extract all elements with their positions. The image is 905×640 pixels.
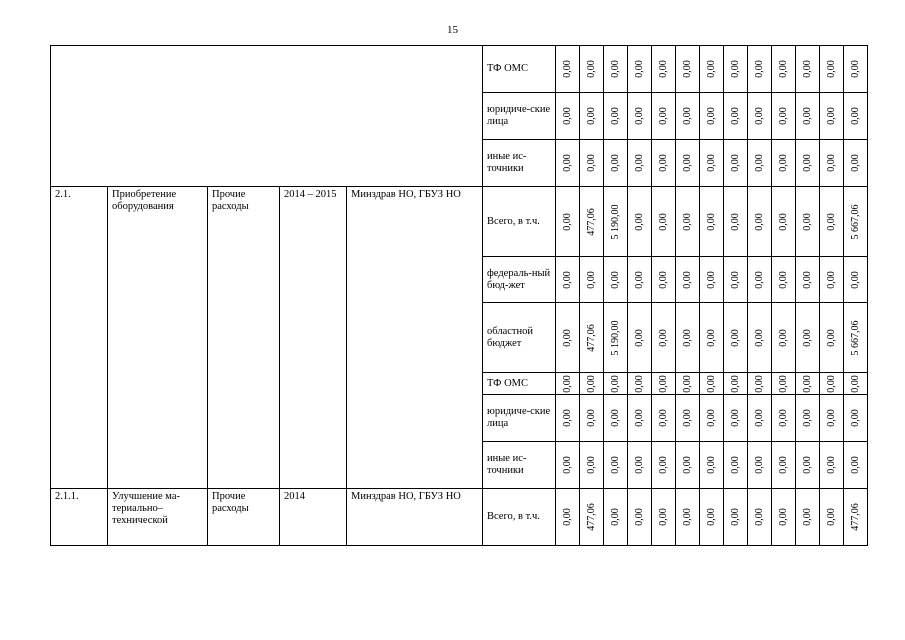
value-cell bbox=[748, 46, 772, 93]
value-text: 0,00 bbox=[705, 409, 717, 427]
expense-category: Прочие расходы bbox=[208, 187, 280, 489]
value-cell bbox=[844, 187, 868, 257]
value-text: 0,00 bbox=[729, 60, 741, 78]
value-text: 0,00 bbox=[561, 60, 573, 78]
value-text: 0,00 bbox=[561, 328, 573, 347]
period: 2014 – 2015 bbox=[280, 187, 347, 489]
value-cell bbox=[820, 140, 844, 187]
value-text: 0,00 bbox=[705, 374, 717, 393]
value-text: 0,00 bbox=[753, 409, 765, 427]
value-text: 0,00 bbox=[657, 270, 669, 289]
value-text: 0,00 bbox=[753, 328, 765, 347]
value-cell bbox=[556, 373, 580, 395]
value-cell bbox=[748, 140, 772, 187]
value-cell bbox=[676, 93, 700, 140]
value-cell bbox=[580, 395, 604, 442]
value-cell bbox=[748, 442, 772, 489]
value-text: 0,00 bbox=[777, 270, 789, 289]
value-text: 0,00 bbox=[777, 60, 789, 78]
value-text: 0,00 bbox=[729, 409, 741, 427]
executor: Минздрав НО, ГБУЗ НО bbox=[347, 187, 483, 489]
value-text: 0,00 bbox=[657, 508, 669, 526]
value-cell bbox=[724, 140, 748, 187]
value-cell bbox=[628, 373, 652, 395]
value-text: 0,00 bbox=[753, 508, 765, 526]
value-text: 0,00 bbox=[657, 212, 669, 231]
value-text: 0,00 bbox=[801, 409, 813, 427]
value-cell bbox=[652, 187, 676, 257]
value-text: 0,00 bbox=[705, 328, 717, 347]
value-cell bbox=[580, 303, 604, 373]
value-text: 0,00 bbox=[705, 456, 717, 474]
value-text: 0,00 bbox=[753, 374, 765, 393]
value-text: 0,00 bbox=[825, 508, 837, 526]
value-cell bbox=[820, 46, 844, 93]
value-text: 0,00 bbox=[681, 270, 693, 289]
value-cell bbox=[676, 395, 700, 442]
value-text: 0,00 bbox=[729, 270, 741, 289]
value-cell bbox=[772, 442, 796, 489]
value-text: 0,00 bbox=[585, 409, 597, 427]
value-text: 0,00 bbox=[705, 270, 717, 289]
value-text: 0,00 bbox=[657, 60, 669, 78]
value-text: 0,00 bbox=[801, 154, 813, 172]
value-cell bbox=[772, 140, 796, 187]
expense-category: Прочие расходы bbox=[208, 489, 280, 546]
value-cell bbox=[700, 46, 724, 93]
value-cell bbox=[844, 442, 868, 489]
value-cell bbox=[556, 93, 580, 140]
value-text: 0,00 bbox=[729, 107, 741, 125]
value-cell bbox=[724, 303, 748, 373]
table-row bbox=[51, 489, 868, 546]
value-cell bbox=[652, 46, 676, 93]
value-cell bbox=[844, 303, 868, 373]
value-text: 0,00 bbox=[657, 456, 669, 474]
value-text: 0,00 bbox=[633, 409, 645, 427]
value-text: 0,00 bbox=[609, 374, 621, 393]
value-text: 0,00 bbox=[633, 154, 645, 172]
value-text: 0,00 bbox=[609, 154, 621, 172]
value-cell bbox=[796, 93, 820, 140]
value-text: 0,00 bbox=[849, 60, 861, 78]
value-text: 0,00 bbox=[801, 456, 813, 474]
value-cell bbox=[604, 187, 628, 257]
value-cell bbox=[556, 46, 580, 93]
value-text: 0,00 bbox=[561, 508, 573, 526]
value-text: 0,00 bbox=[777, 374, 789, 393]
value-cell bbox=[772, 187, 796, 257]
value-cell bbox=[580, 442, 604, 489]
period: 2014 bbox=[280, 489, 347, 546]
value-cell bbox=[580, 257, 604, 303]
value-cell bbox=[604, 373, 628, 395]
value-text: 0,00 bbox=[657, 409, 669, 427]
value-cell bbox=[772, 303, 796, 373]
value-text: 0,00 bbox=[825, 328, 837, 347]
value-cell bbox=[748, 303, 772, 373]
value-text: 0,00 bbox=[609, 409, 621, 427]
value-cell bbox=[820, 395, 844, 442]
value-cell bbox=[772, 395, 796, 442]
value-text: 0,00 bbox=[753, 270, 765, 289]
page-number: 15 bbox=[447, 24, 458, 36]
value-text: 0,00 bbox=[609, 107, 621, 125]
funding-source: иные ис-точники bbox=[483, 140, 556, 187]
value-cell bbox=[772, 46, 796, 93]
value-cell bbox=[724, 187, 748, 257]
value-cell bbox=[676, 257, 700, 303]
value-text: 0,00 bbox=[849, 270, 861, 289]
value-text: 0,00 bbox=[633, 60, 645, 78]
value-cell bbox=[628, 93, 652, 140]
value-text: 477,06 bbox=[585, 207, 597, 236]
value-text: 0,00 bbox=[849, 154, 861, 172]
item-number: 2.1.1. bbox=[51, 489, 108, 546]
value-text: 0,00 bbox=[777, 328, 789, 347]
value-cell bbox=[796, 303, 820, 373]
value-cell bbox=[652, 257, 676, 303]
value-text: 0,00 bbox=[801, 328, 813, 347]
funding-source: Всего, в т.ч. bbox=[483, 489, 556, 546]
value-cell bbox=[676, 140, 700, 187]
value-cell bbox=[628, 303, 652, 373]
value-cell bbox=[676, 442, 700, 489]
value-text: 0,00 bbox=[609, 270, 621, 289]
value-cell bbox=[556, 303, 580, 373]
value-text: 5 667,06 bbox=[849, 204, 861, 239]
value-text: 477,06 bbox=[849, 503, 861, 531]
value-cell bbox=[604, 489, 628, 546]
value-cell bbox=[676, 373, 700, 395]
value-text: 0,00 bbox=[729, 154, 741, 172]
value-cell bbox=[628, 257, 652, 303]
funding-source: федераль-ный бюд-жет bbox=[483, 257, 556, 303]
value-text: 0,00 bbox=[585, 60, 597, 78]
funding-source: юридиче-ские лица bbox=[483, 395, 556, 442]
value-text: 0,00 bbox=[561, 456, 573, 474]
value-text: 477,06 bbox=[585, 503, 597, 531]
funding-source: ТФ ОМС bbox=[483, 373, 556, 395]
value-cell bbox=[820, 257, 844, 303]
value-cell bbox=[748, 93, 772, 140]
value-cell bbox=[700, 93, 724, 140]
funding-source: юридиче-ские лица bbox=[483, 93, 556, 140]
value-cell bbox=[676, 46, 700, 93]
value-cell bbox=[628, 140, 652, 187]
value-cell bbox=[844, 93, 868, 140]
value-text: 0,00 bbox=[729, 508, 741, 526]
value-cell bbox=[628, 46, 652, 93]
value-text: 0,00 bbox=[561, 107, 573, 125]
value-text: 0,00 bbox=[729, 328, 741, 347]
item-number: 2.1. bbox=[51, 187, 108, 489]
value-text: 0,00 bbox=[585, 456, 597, 474]
value-cell bbox=[700, 257, 724, 303]
value-text: 0,00 bbox=[777, 212, 789, 231]
value-text: 0,00 bbox=[681, 374, 693, 393]
value-text: 0,00 bbox=[777, 409, 789, 427]
value-text: 0,00 bbox=[561, 270, 573, 289]
value-text: 0,00 bbox=[825, 270, 837, 289]
value-text: 0,00 bbox=[825, 374, 837, 393]
value-text: 0,00 bbox=[561, 212, 573, 231]
value-text: 0,00 bbox=[705, 60, 717, 78]
value-text: 0,00 bbox=[657, 107, 669, 125]
value-text: 5 667,06 bbox=[849, 320, 861, 355]
value-cell bbox=[676, 489, 700, 546]
value-cell bbox=[700, 303, 724, 373]
value-cell bbox=[604, 140, 628, 187]
value-cell bbox=[796, 46, 820, 93]
value-cell bbox=[844, 373, 868, 395]
value-text: 0,00 bbox=[633, 508, 645, 526]
value-cell bbox=[772, 373, 796, 395]
value-text: 0,00 bbox=[777, 456, 789, 474]
value-text: 0,00 bbox=[753, 60, 765, 78]
value-cell bbox=[820, 93, 844, 140]
value-cell bbox=[604, 303, 628, 373]
value-cell bbox=[796, 395, 820, 442]
value-cell bbox=[628, 442, 652, 489]
value-cell bbox=[676, 303, 700, 373]
funding-source: иные ис-точники bbox=[483, 442, 556, 489]
value-cell bbox=[724, 373, 748, 395]
value-cell bbox=[844, 140, 868, 187]
value-text: 0,00 bbox=[753, 107, 765, 125]
value-cell bbox=[556, 395, 580, 442]
executor: Минздрав НО, ГБУЗ НО bbox=[347, 489, 483, 546]
value-cell bbox=[772, 489, 796, 546]
value-cell bbox=[580, 46, 604, 93]
value-text: 0,00 bbox=[561, 154, 573, 172]
value-text: 0,00 bbox=[777, 107, 789, 125]
value-text: 0,00 bbox=[729, 212, 741, 231]
value-text: 0,00 bbox=[825, 456, 837, 474]
value-text: 0,00 bbox=[633, 107, 645, 125]
value-cell bbox=[724, 93, 748, 140]
value-cell bbox=[820, 373, 844, 395]
value-text: 0,00 bbox=[753, 456, 765, 474]
value-cell bbox=[556, 489, 580, 546]
value-cell bbox=[796, 489, 820, 546]
value-text: 0,00 bbox=[633, 374, 645, 393]
item-name: Улучшение ма-териально–технической bbox=[108, 489, 208, 546]
value-cell bbox=[700, 140, 724, 187]
value-cell bbox=[700, 442, 724, 489]
funding-source: Всего, в т.ч. bbox=[483, 187, 556, 257]
value-cell bbox=[580, 373, 604, 395]
value-cell bbox=[820, 303, 844, 373]
value-text: 477,06 bbox=[585, 323, 597, 352]
value-text: 0,00 bbox=[849, 409, 861, 427]
value-cell bbox=[772, 93, 796, 140]
value-text: 0,00 bbox=[705, 107, 717, 125]
value-text: 0,00 bbox=[633, 212, 645, 231]
value-cell bbox=[652, 489, 676, 546]
value-cell bbox=[604, 442, 628, 489]
value-text: 0,00 bbox=[705, 212, 717, 231]
value-text: 0,00 bbox=[657, 328, 669, 347]
value-text: 0,00 bbox=[561, 374, 573, 393]
value-cell bbox=[724, 257, 748, 303]
value-text: 0,00 bbox=[825, 409, 837, 427]
value-cell bbox=[556, 187, 580, 257]
value-cell bbox=[796, 140, 820, 187]
value-cell bbox=[772, 257, 796, 303]
value-cell bbox=[676, 187, 700, 257]
value-text: 0,00 bbox=[825, 60, 837, 78]
value-text: 0,00 bbox=[633, 328, 645, 347]
value-text: 0,00 bbox=[681, 154, 693, 172]
table-row bbox=[51, 46, 868, 93]
value-text: 0,00 bbox=[681, 212, 693, 231]
value-cell bbox=[700, 187, 724, 257]
value-cell bbox=[628, 489, 652, 546]
value-cell bbox=[748, 489, 772, 546]
value-text: 5 190,00 bbox=[609, 204, 621, 239]
value-text: 0,00 bbox=[585, 154, 597, 172]
value-text: 0,00 bbox=[681, 107, 693, 125]
value-cell bbox=[820, 489, 844, 546]
item-name: Приобретение оборудования bbox=[108, 187, 208, 489]
value-cell bbox=[724, 46, 748, 93]
value-cell bbox=[580, 489, 604, 546]
value-cell bbox=[700, 489, 724, 546]
continued-group-cell bbox=[51, 46, 483, 187]
value-cell bbox=[844, 46, 868, 93]
value-text: 0,00 bbox=[825, 107, 837, 125]
value-text: 0,00 bbox=[777, 508, 789, 526]
value-cell bbox=[796, 373, 820, 395]
value-cell bbox=[748, 395, 772, 442]
value-text: 0,00 bbox=[609, 456, 621, 474]
value-text: 0,00 bbox=[849, 456, 861, 474]
value-text: 0,00 bbox=[801, 60, 813, 78]
value-cell bbox=[628, 187, 652, 257]
value-cell bbox=[700, 395, 724, 442]
value-text: 0,00 bbox=[753, 154, 765, 172]
value-cell bbox=[556, 140, 580, 187]
value-cell bbox=[796, 442, 820, 489]
value-text: 0,00 bbox=[825, 154, 837, 172]
value-text: 0,00 bbox=[681, 508, 693, 526]
value-text: 0,00 bbox=[801, 374, 813, 393]
value-cell bbox=[820, 442, 844, 489]
value-cell bbox=[604, 257, 628, 303]
funding-source: ТФ ОМС bbox=[483, 46, 556, 93]
value-cell bbox=[628, 395, 652, 442]
value-cell bbox=[652, 140, 676, 187]
value-cell bbox=[748, 257, 772, 303]
value-cell bbox=[556, 257, 580, 303]
value-text: 0,00 bbox=[633, 456, 645, 474]
budget-table bbox=[50, 45, 868, 546]
value-text: 0,00 bbox=[609, 508, 621, 526]
value-text: 0,00 bbox=[585, 270, 597, 289]
value-cell bbox=[604, 46, 628, 93]
value-cell bbox=[844, 489, 868, 546]
value-cell bbox=[652, 303, 676, 373]
value-cell bbox=[652, 373, 676, 395]
value-text: 0,00 bbox=[753, 212, 765, 231]
value-cell bbox=[580, 187, 604, 257]
value-cell bbox=[724, 442, 748, 489]
value-text: 0,00 bbox=[609, 60, 621, 78]
value-cell bbox=[796, 257, 820, 303]
value-text: 0,00 bbox=[801, 270, 813, 289]
value-cell bbox=[748, 373, 772, 395]
value-cell bbox=[844, 257, 868, 303]
value-text: 5 190,00 bbox=[609, 320, 621, 355]
value-cell bbox=[652, 395, 676, 442]
value-text: 0,00 bbox=[681, 456, 693, 474]
value-cell bbox=[724, 395, 748, 442]
value-text: 0,00 bbox=[657, 154, 669, 172]
value-cell bbox=[580, 140, 604, 187]
value-text: 0,00 bbox=[705, 154, 717, 172]
value-cell bbox=[604, 93, 628, 140]
value-cell bbox=[796, 187, 820, 257]
value-text: 0,00 bbox=[849, 374, 861, 393]
value-text: 0,00 bbox=[681, 409, 693, 427]
value-text: 0,00 bbox=[777, 154, 789, 172]
value-text: 0,00 bbox=[729, 456, 741, 474]
value-cell bbox=[652, 442, 676, 489]
value-cell bbox=[820, 187, 844, 257]
funding-source: областной бюджет bbox=[483, 303, 556, 373]
value-text: 0,00 bbox=[801, 107, 813, 125]
value-cell bbox=[580, 93, 604, 140]
value-cell bbox=[748, 187, 772, 257]
value-text: 0,00 bbox=[705, 508, 717, 526]
value-text: 0,00 bbox=[825, 212, 837, 231]
value-cell bbox=[724, 489, 748, 546]
value-cell bbox=[604, 395, 628, 442]
value-cell bbox=[844, 395, 868, 442]
value-text: 0,00 bbox=[585, 374, 597, 393]
value-cell bbox=[556, 442, 580, 489]
value-cell bbox=[700, 373, 724, 395]
value-text: 0,00 bbox=[729, 374, 741, 393]
value-text: 0,00 bbox=[561, 409, 573, 427]
value-text: 0,00 bbox=[657, 374, 669, 393]
value-text: 0,00 bbox=[801, 212, 813, 231]
table-row bbox=[51, 187, 868, 257]
value-text: 0,00 bbox=[849, 107, 861, 125]
value-text: 0,00 bbox=[585, 107, 597, 125]
value-text: 0,00 bbox=[681, 60, 693, 78]
value-text: 0,00 bbox=[681, 328, 693, 347]
value-text: 0,00 bbox=[633, 270, 645, 289]
value-cell bbox=[652, 93, 676, 140]
value-text: 0,00 bbox=[801, 508, 813, 526]
